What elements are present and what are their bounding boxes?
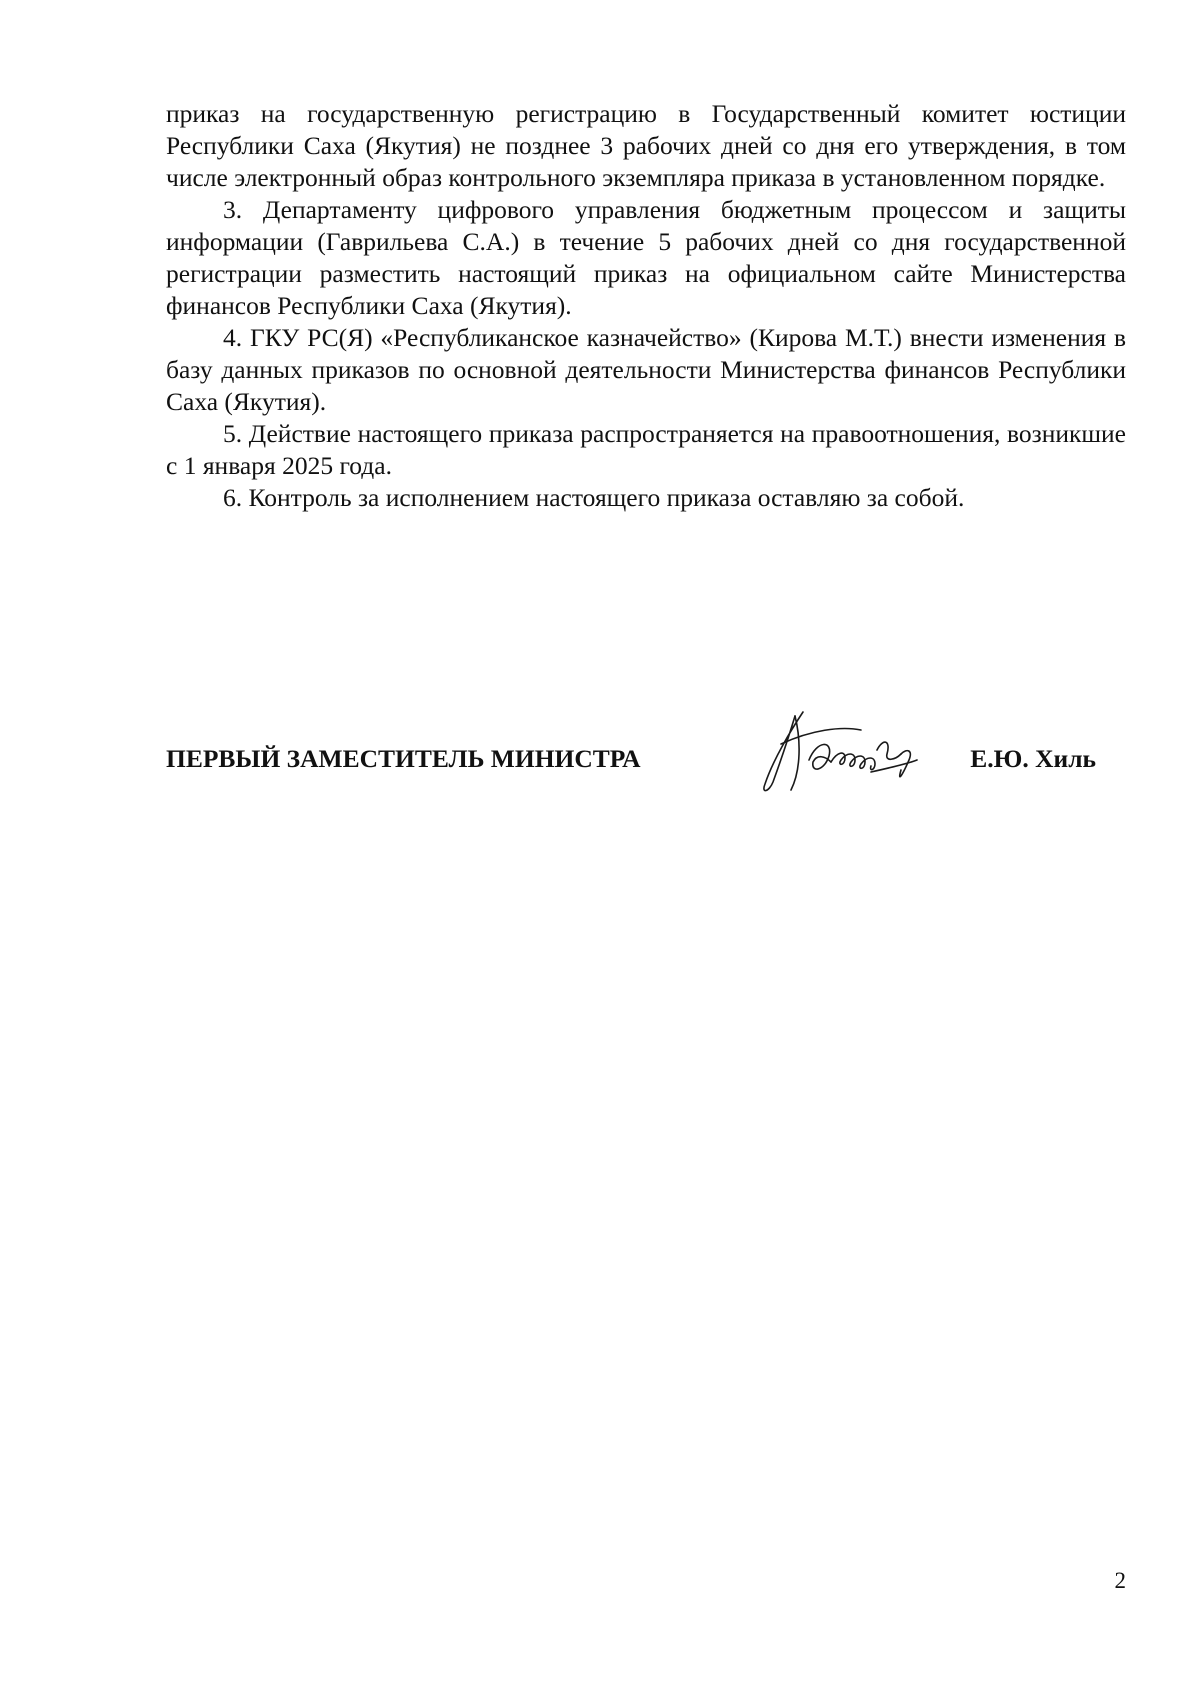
signatory-position: ПЕРВЫЙ ЗАМЕСТИТЕЛЬ МИНИСТРА xyxy=(166,744,641,773)
paragraph-4: 4. ГКУ РС(Я) «Республиканское казначейство» (Кирова М.Т.) внести изменения в базу данных приказов по основной деятельности Министерства финансов Республики Саха (Якутия). xyxy=(166,323,1126,416)
paragraph-6: 6. Контроль за исполнением настоящего приказа оставляю за собой. xyxy=(223,483,965,512)
handwritten-signature xyxy=(751,700,926,800)
paragraph-5: 5. Действие настоящего приказа распространяется на правоотношения, возникшие с 1 января 2025 года. xyxy=(166,419,1126,480)
paragraph-3: 3. Департаменту цифрового управления бюджетным процессом и защиты информации (Гаврильева С.А.) в течение 5 рабочих дней со дня государственной регистрации разместить настоящий приказ на официальном сайте Министерства финансов Республики Саха (Якутия). xyxy=(166,195,1126,320)
signatory-name: Е.Ю. Хиль xyxy=(970,744,1096,773)
paragraph-continuation: приказ на государственную регистрацию в Государственный комитет юстиции Республики Саха (Якутия) не позднее 3 рабочих дней со дня его утверждения, в том числе электронный образ контрольного экземпляра приказа в установленном порядке. xyxy=(166,99,1126,192)
document-body xyxy=(166,98,1126,514)
page-number: 2 xyxy=(1114,1568,1126,1593)
signature-block xyxy=(166,700,1126,820)
